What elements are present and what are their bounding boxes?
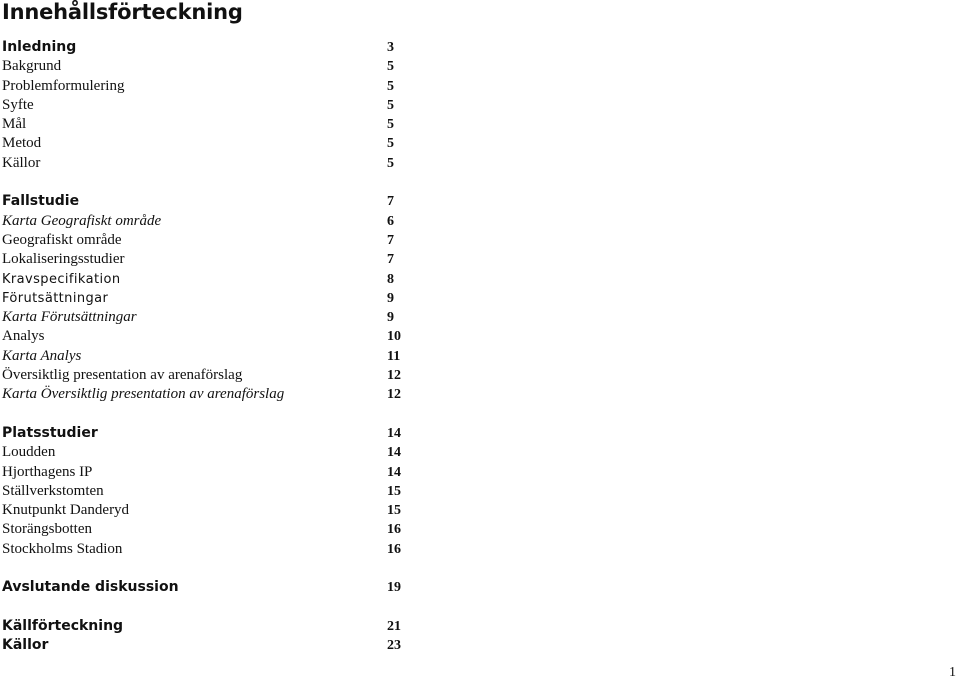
toc-entry-page: 5: [387, 117, 394, 133]
toc-entry-label: Karta Analys: [2, 347, 82, 364]
toc-entry-page: 11: [387, 348, 401, 364]
toc-entry-page: 9: [387, 290, 394, 306]
toc-entry-row[interactable]: [2, 347, 412, 366]
toc-entry-row[interactable]: [2, 212, 412, 231]
toc-entry-label: Stockholms Stadion: [2, 540, 123, 557]
section-spacer: [2, 405, 412, 424]
toc-entry-label: Ställverkstomten: [2, 482, 104, 499]
toc-entry-row[interactable]: [2, 250, 412, 269]
toc-entry-page: 14: [387, 464, 401, 480]
toc-entry-label: Källförteckning: [2, 617, 124, 634]
toc-entry-page: 7: [387, 194, 394, 210]
toc-entry-row[interactable]: [2, 289, 412, 308]
toc-entry-row[interactable]: [2, 57, 412, 76]
toc-entry-label: Hjorthagens IP: [2, 463, 93, 480]
toc-entry-label: Avslutande diskussion: [2, 579, 179, 596]
toc-entry-label: Källor: [2, 154, 41, 171]
toc-entry-label: Kravspecifikation: [2, 271, 121, 287]
toc-heading-row[interactable]: [2, 617, 412, 636]
toc-entry-page: 3: [387, 40, 394, 55]
table-of-contents: [2, 38, 412, 656]
toc-entry-label: Metod: [2, 135, 42, 152]
toc-entry-label: Mål: [2, 116, 27, 133]
toc-entry-page: 14: [387, 445, 401, 461]
toc-entry-row[interactable]: [2, 270, 412, 289]
toc-entry-page: 15: [387, 483, 401, 499]
toc-entry-row[interactable]: [2, 77, 412, 96]
toc-entry-label: Syfte: [2, 96, 34, 113]
toc-entry-page: 6: [387, 213, 394, 229]
toc-entry-label: Översiktlig presentation av arenaförslag: [2, 367, 243, 384]
section-spacer: [2, 598, 412, 617]
toc-entry-label: Geografiskt område: [2, 231, 122, 248]
toc-heading-row[interactable]: [2, 578, 412, 597]
toc-heading-row[interactable]: [2, 636, 412, 655]
toc-entry-label: Problemformulering: [2, 77, 125, 94]
toc-entry-label: Inledning: [2, 39, 77, 55]
toc-entry-row[interactable]: [2, 463, 412, 482]
toc-entry-page: 16: [387, 541, 401, 557]
toc-entry-label: Storängsbotten: [2, 521, 92, 538]
toc-entry-page: 9: [387, 310, 394, 326]
toc-entry-page: 12: [387, 368, 401, 384]
toc-entry-page: 8: [387, 271, 394, 287]
toc-entry-page: 7: [387, 252, 394, 268]
toc-entry-page: 10: [387, 329, 401, 345]
toc-entry-label: Loudden: [2, 444, 56, 461]
toc-entry-label: Karta Förutsättningar: [2, 309, 137, 326]
toc-entry-page: 5: [387, 78, 394, 94]
toc-entry-page: 16: [387, 522, 401, 538]
toc-entry-page: 12: [387, 387, 401, 403]
toc-entry-label: Karta Översiktlig presentation av arenaförslag: [2, 386, 285, 403]
toc-entry-page: 5: [387, 97, 394, 113]
toc-entry-row[interactable]: [2, 385, 412, 404]
toc-entry-page: 19: [387, 580, 401, 596]
toc-entry-row[interactable]: [2, 366, 412, 385]
toc-entry-row[interactable]: [2, 115, 412, 134]
toc-entry-row[interactable]: [2, 540, 412, 559]
toc-entry-page: 5: [387, 136, 394, 152]
toc-entry-row[interactable]: [2, 154, 412, 173]
toc-entry-row[interactable]: [2, 308, 412, 327]
toc-heading-row[interactable]: [2, 38, 412, 57]
toc-entry-row[interactable]: [2, 520, 412, 539]
section-spacer: [2, 173, 412, 192]
toc-entry-row[interactable]: [2, 327, 412, 346]
toc-entry-label: Knutpunkt Danderyd: [2, 502, 130, 519]
page-title: Innehållsförteckning: [2, 0, 243, 24]
toc-entry-page: 14: [387, 425, 401, 441]
toc-entry-page: 5: [387, 59, 394, 75]
toc-entry-page: 23: [387, 638, 401, 654]
toc-entry-row[interactable]: [2, 134, 412, 153]
page-number: 1: [949, 665, 956, 680]
toc-entry-row[interactable]: [2, 231, 412, 250]
toc-entry-row[interactable]: [2, 501, 412, 520]
toc-entry-page: 15: [387, 503, 401, 519]
toc-entry-row[interactable]: [2, 482, 412, 501]
toc-entry-label: Analys: [2, 328, 45, 345]
toc-entry-label: Karta Geografiskt område: [2, 212, 162, 229]
toc-entry-label: Platsstudier: [2, 424, 98, 441]
toc-entry-label: Bakgrund: [2, 58, 62, 75]
toc-entry-row[interactable]: [2, 96, 412, 115]
toc-entry-row[interactable]: [2, 443, 412, 462]
toc-entry-label: Fallstudie: [2, 193, 80, 210]
toc-entry-page: 7: [387, 232, 394, 248]
section-spacer: [2, 559, 412, 578]
toc-entry-label: Källor: [2, 637, 49, 654]
toc-entry-label: Lokaliseringsstudier: [2, 251, 125, 268]
toc-heading-row[interactable]: [2, 424, 412, 443]
toc-heading-row[interactable]: [2, 192, 412, 211]
toc-entry-page: 5: [387, 155, 394, 171]
toc-entry-label: Förutsättningar: [2, 290, 109, 306]
toc-entry-page: 21: [387, 618, 401, 634]
